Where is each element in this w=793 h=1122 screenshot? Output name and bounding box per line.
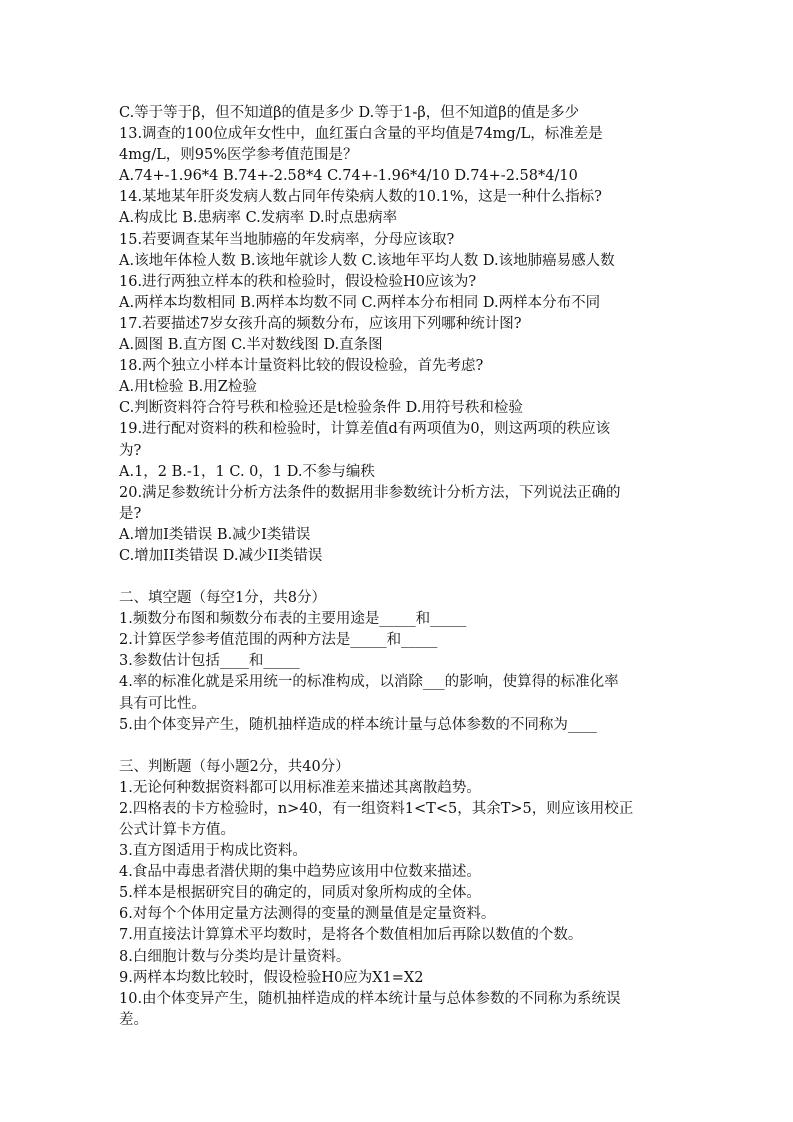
text-line: 9.两样本均数比较时，假设检验H0应为X1=X2: [119, 969, 424, 986]
text-line: 17.若要描述7岁女孩升高的频数分布，应该用下列哪种统计图?: [119, 315, 522, 332]
text-line: 具有可比性。: [119, 695, 206, 712]
text-line: A.圆图 B.直方图 C.半对数线图 D.直条图: [119, 337, 383, 354]
text-line: C.增加II类错误 D.减少II类错误: [119, 547, 323, 564]
text-line: 13.调查的100位成年女性中，血红蛋白含量的平均值是74mg/L，标准差是: [119, 126, 603, 143]
text-line: A.1，2 B.-1，1 C. 0，1 D.不参与编秩: [119, 463, 375, 480]
text-line: A.74+-1.96*4 B.74+-2.58*4 C.74+-1.96*4/10 D.74+-2.58*4/10: [119, 168, 578, 185]
section-spacer: [119, 736, 679, 757]
text-line: 3.直方图适用于构成比资料。: [119, 843, 307, 860]
text-line: A.该地年体检人数 B.该地年就诊人数 C.该地年平均人数 D.该地肺癌易感人数: [119, 252, 615, 269]
text-line: 1.频数分布图和频数分布表的主要用途是_____和_____: [119, 611, 467, 628]
section-spacer: [119, 567, 679, 588]
text-line: 1.无论何种数据资料都可以用标准差来描述其离散趋势。: [119, 779, 481, 796]
text-line: 19.进行配对资料的秩和检验时，计算差值d有两项值为0，则这两项的秩应该: [119, 421, 611, 438]
document-page: [119, 103, 679, 1031]
text-line: 8.白细胞计数与分类均是计量资料。: [119, 948, 351, 965]
text-line: 差。: [119, 1011, 148, 1028]
text-line: 18.两个独立小样本计量资料比较的假设检验，首先考虑?: [119, 358, 484, 375]
fill-in-section: [119, 588, 679, 736]
text-line: 5.样本是根据研究目的确定的，同质对象所构成的全体。: [119, 885, 481, 902]
text-line: 5.由个体变异产生，随机抽样造成的样本统计量与总体参数的不同称为____: [119, 716, 597, 733]
text-line: 2.四格表的卡方检验时，n>40，有一组资料1<T<5，其余T>5，则应该用校正: [119, 800, 634, 817]
text-line: 公式计算卡方值。: [119, 822, 235, 838]
text-line: 7.用直接法计算算术平均数时，是将各个数值相加后再除以数值的个数。: [119, 927, 583, 944]
text-line: 4mg/L，则95%医学参考值范围是？: [119, 147, 358, 164]
text-line: 4.食品中毒患者潜伏期的集中趋势应该用中位数来描述。: [119, 864, 481, 881]
text-line: 4.率的标准化就是采用统一的标准构成，以消除___的影响，使算得的标准化率: [119, 674, 619, 691]
text-line: A.构成比 B.患病率 C.发病率 D.时点患病率: [119, 210, 398, 227]
choice-questions: [119, 103, 679, 567]
section-heading: 二、填空题（每空1分，共8分）: [119, 590, 326, 607]
text-line: 20.满足参数统计分析方法条件的数据用非参数统计分析方法，下列说法正确的: [119, 484, 621, 501]
text-line: 16.进行两独立样本的秩和检验时，假设检验H0应该为?: [119, 273, 477, 290]
text-line: 6.对每个个体用定量方法测得的变量的测量值是定量资料。: [119, 906, 496, 923]
text-line: C.等于等于β，但不知道β的值是多少 D.等于1-β，但不知道β的值是多少: [119, 105, 580, 121]
text-line: 是?: [119, 505, 142, 522]
section-heading: 三、判断题（每小题2分，共40分）: [119, 758, 350, 775]
text-line: 10.由个体变异产生，随机抽样造成的样本统计量与总体参数的不同称为系统误: [119, 990, 621, 1007]
text-line: 3.参数估计包括____和_____: [119, 653, 300, 670]
text-line: A.增加I类错误 B.减少I类错误: [119, 526, 311, 543]
text-line: A.用t检验 B.用Z检验: [119, 379, 257, 396]
text-line: 2.计算医学参考值范围的两种方法是_____和_____: [119, 632, 438, 649]
true-false-section: [119, 757, 679, 1031]
text-line: 为?: [119, 442, 142, 459]
text-line: 15.若要调查某年当地肺癌的年发病率，分母应该取?: [119, 231, 455, 248]
text-line: C.判断资料符合符号秩和检验还是t检验条件 D.用符号秩和检验: [119, 400, 523, 417]
text-line: 14.某地某年肝炎发病人数占同年传染病人数的10.1%，这是一种什么指标?: [119, 189, 602, 206]
text-line: A.两样本均数相同 B.两样本均数不同 C.两样本分布相同 D.两样本分布不同: [119, 294, 601, 311]
